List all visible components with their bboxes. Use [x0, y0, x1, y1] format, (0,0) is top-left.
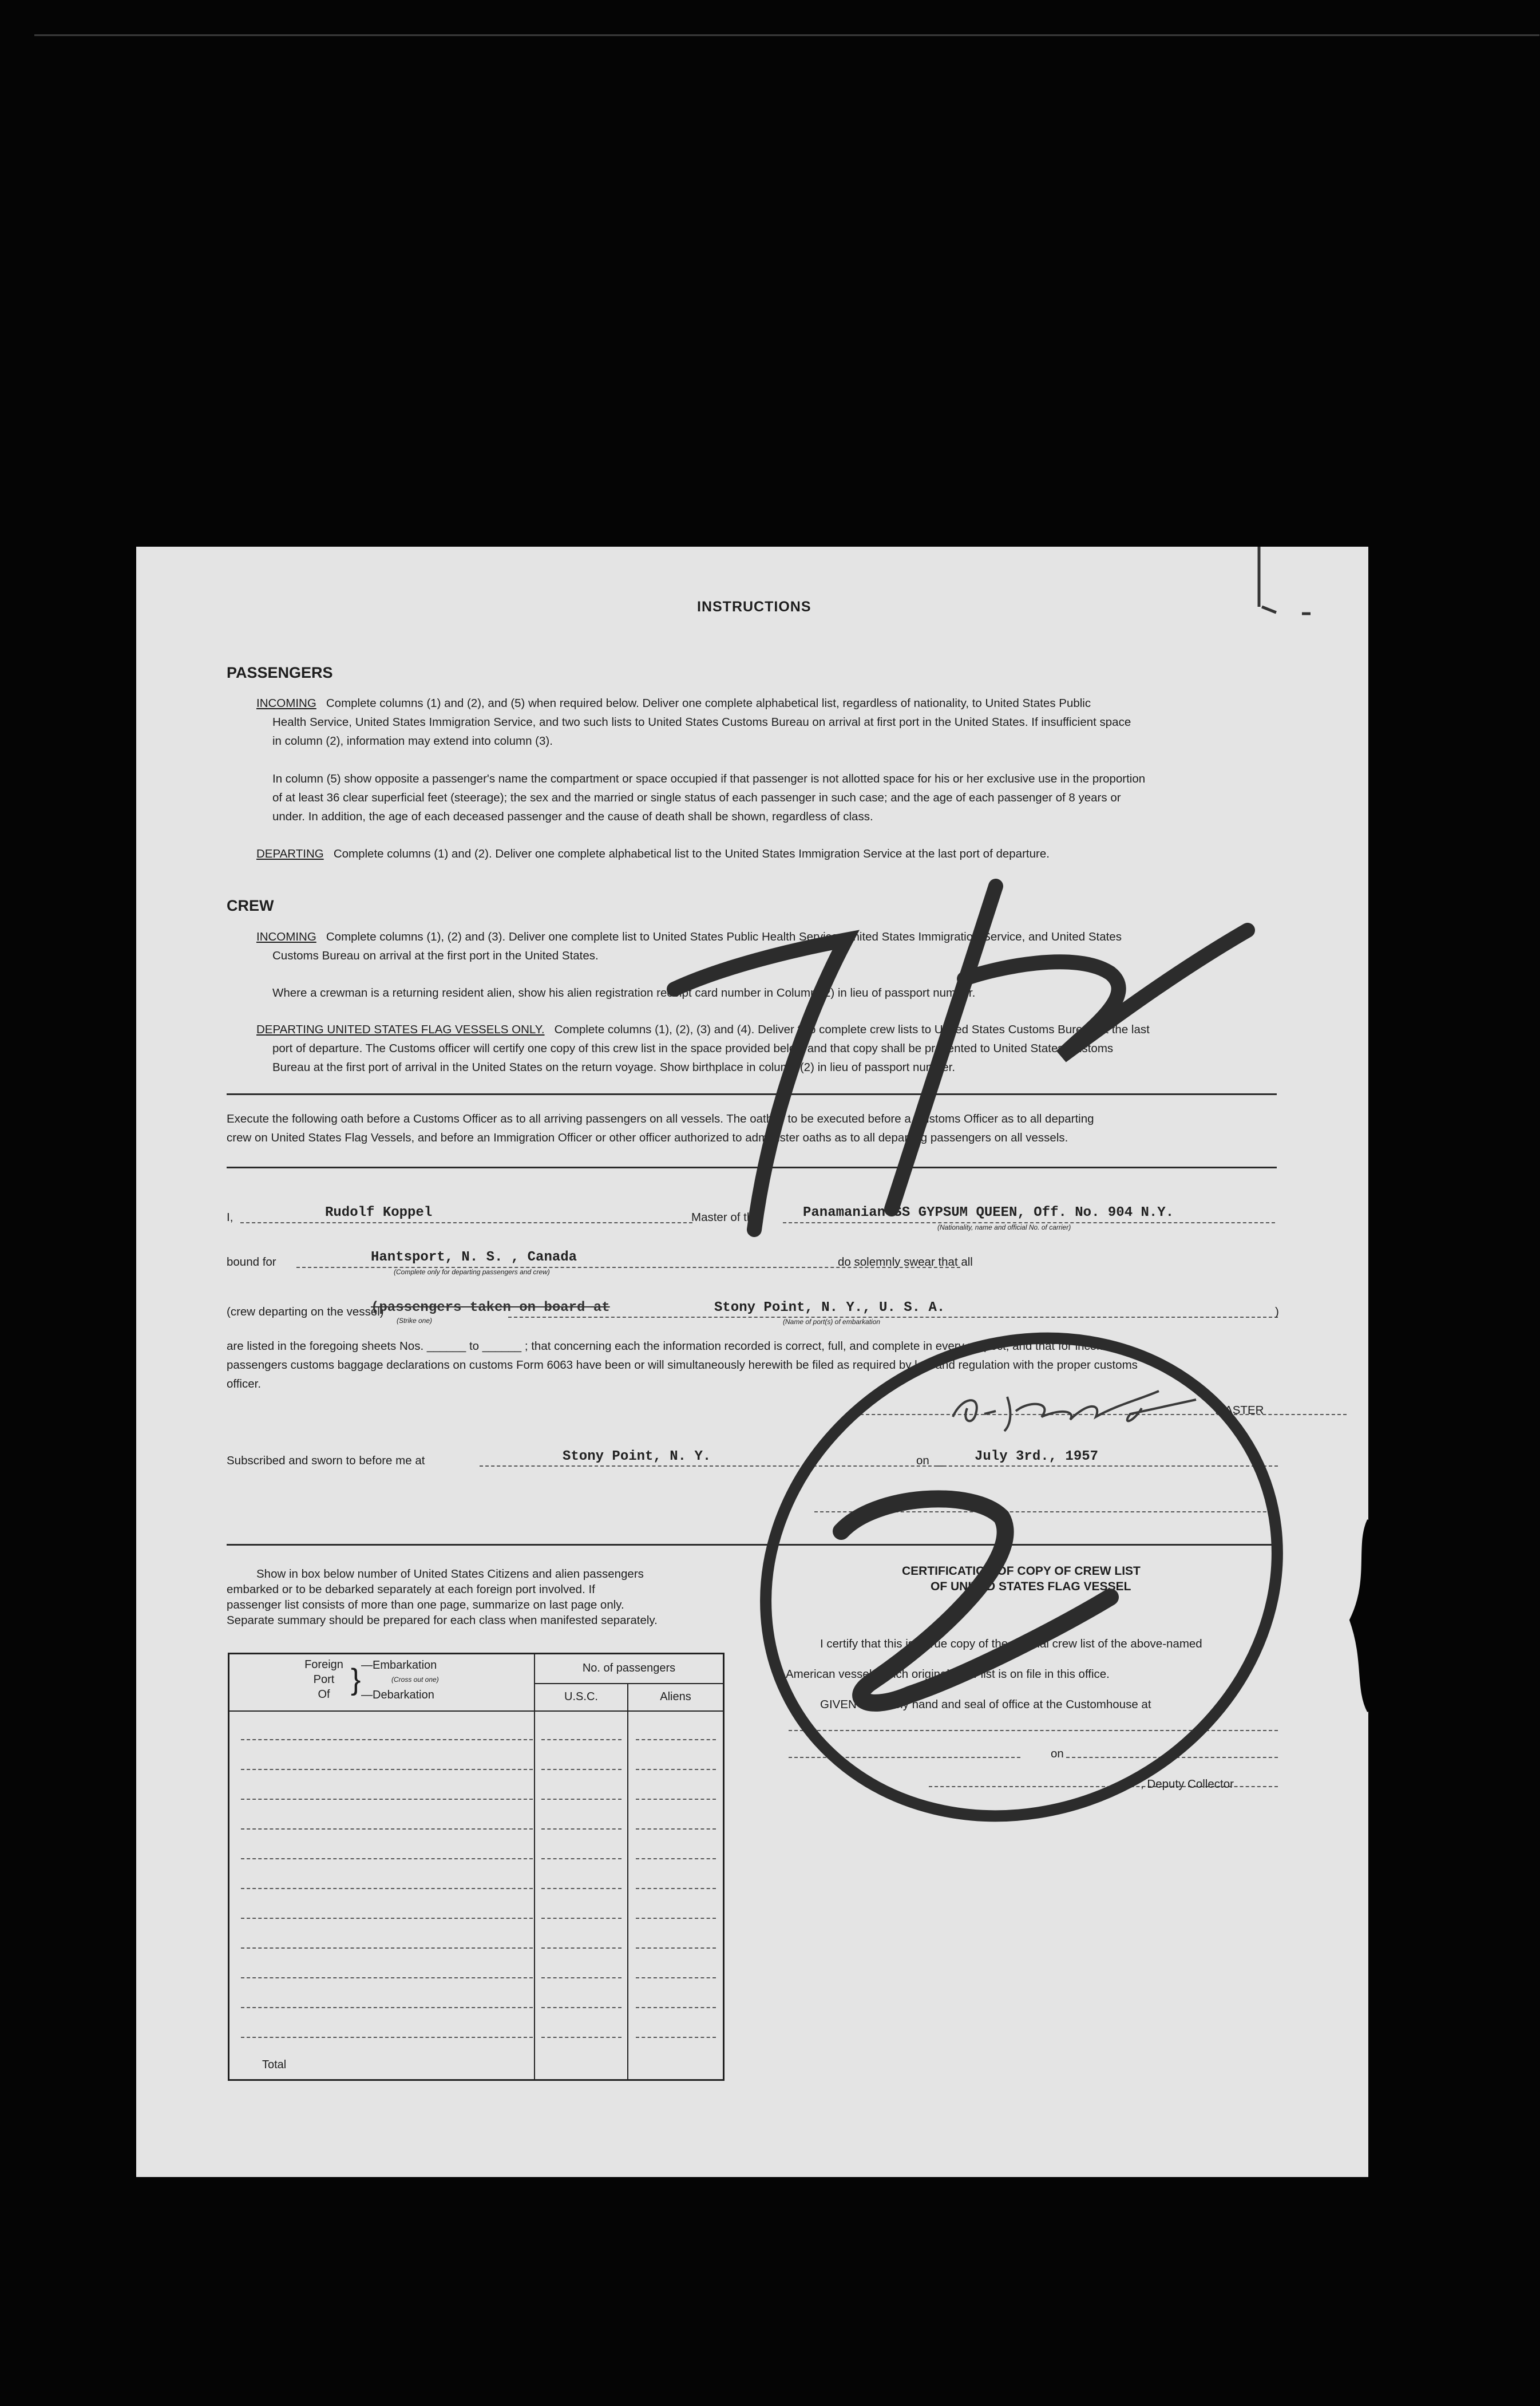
- listed-line-2: passengers customs baggage declarations on customs Form 6063 have been or will simultaneously herewith be filed as required by law and regulation with the proper customs: [227, 1358, 1138, 1372]
- close-paren: ): [1275, 1305, 1279, 1318]
- certification-line-1: I certify that this is a true copy of the original crew list of the above-named: [820, 1637, 1202, 1650]
- aliens-header: Aliens: [660, 1690, 691, 1703]
- swear-text: do solemnly swear that all: [838, 1255, 973, 1269]
- certification-line-3: GIVEN under my hand and seal of office at the Customhouse at: [820, 1698, 1151, 1711]
- scan-mark-top-right: [1259, 547, 1311, 614]
- page-tear: [1351, 1520, 1368, 1712]
- crew-incoming-label: INCOMING: [256, 930, 316, 943]
- signature-scribble: [953, 1391, 1196, 1431]
- passengers-departing-label: DEPARTING: [256, 847, 324, 860]
- handwritten-two-circled: [841, 1499, 1110, 1702]
- crew-departing-line-1: DEPARTING UNITED STATES FLAG VESSELS ONLY. Complete columns (1), (2), (3) and (4). Deliver two complete crew lists to United States Customs Bureau at the last: [256, 1023, 1150, 1036]
- vessel-caption: (Nationality, name and official No. of carrier): [937, 1223, 1071, 1231]
- summary-note-1: Show in box below number of United States Citizens and alien passengers: [256, 1567, 644, 1581]
- crew-incoming-line-1: INCOMING Complete columns (1), (2) and (3). Deliver one complete list to United States Public Health Service, United States Immigration Service, and United States: [256, 930, 1122, 943]
- certification-on-label: on: [1051, 1747, 1064, 1760]
- summary-note-2: embarked or to be debarked separately at each foreign port involved. If: [227, 1583, 595, 1596]
- column5-line-3: under. In addition, the age of each deceased passenger and the cause of death shall be shown, regardless of class.: [272, 810, 873, 823]
- listed-line-1: are listed in the foregoing sheets Nos. ______ to ______ ; that concerning each the information recorded is correct, full, and complete in every respect; and that for incoming: [227, 1340, 1122, 1353]
- oath-instruction-line-2: crew on United States Flag Vessels, and before an Immigration Officer or other officer authorized to administer oaths as to all departing passengers on all vessels.: [227, 1131, 1068, 1144]
- debarkation-label: —Debarkation: [361, 1689, 434, 1701]
- bound-for-label: bound for: [227, 1255, 276, 1269]
- handwritten-circle: [681, 1249, 1361, 1905]
- crew-departing-line-2: port of departure. The Customs officer will certify one copy of this crew list in the space provided below and that copy shall be presented to United States Customs: [272, 1042, 1114, 1055]
- on-label: on: [916, 1454, 929, 1467]
- crew-departing-label: (crew departing on the vessel): [227, 1305, 384, 1318]
- column5-line-1: In column (5) show opposite a passenger's name the compartment or space occupied if that passenger is not allotted space for his or her exclusive use in the proportion: [272, 772, 1146, 785]
- oath-instruction-line-1: Execute the following oath before a Customs Officer as to all arriving passengers on all vessels. The oath is to be executed before a Customs Officer as to all departing: [227, 1112, 1094, 1125]
- crew-resident-note: Where a crewman is a returning resident alien, show his alien registration receipt card number in Column (2) in lieu of passport number.: [272, 986, 976, 999]
- bound-caption: (Complete only for departing passengers and crew): [394, 1268, 550, 1276]
- port-value: Stony Point, N. Y., U. S. A.: [714, 1300, 945, 1315]
- passengers-header: No. of passengers: [582, 1662, 676, 1674]
- oath-i-label: I,: [227, 1211, 233, 1224]
- handwritten-two-top: [964, 930, 1248, 1056]
- summary-note-3: passenger list consists of more than one page, summarize on last page only.: [227, 1598, 624, 1611]
- certification-title-2: OF UNITED STATES FLAG VESSEL: [931, 1580, 1131, 1593]
- crew-departing-label: DEPARTING UNITED STATES FLAG VESSELS ONLY.: [256, 1023, 545, 1036]
- certification-title-1: CERTIFICATION OF COPY OF CREW LIST: [902, 1565, 1141, 1578]
- foreign-port-label: Foreign Port Of: [304, 1658, 343, 1701]
- subscribed-date: July 3rd., 1957: [975, 1449, 1099, 1464]
- subscribed-place: Stony Point, N. Y.: [563, 1449, 711, 1464]
- page-title: INSTRUCTIONS: [697, 599, 811, 615]
- passengers-incoming-label: INCOMING: [256, 697, 316, 710]
- passengers-heading: PASSENGERS: [227, 664, 333, 681]
- certification-line-2: American vessel, which original crew list is on file in this office.: [786, 1668, 1110, 1681]
- master-label: MASTER: [1215, 1404, 1264, 1417]
- subscribed-label: Subscribed and sworn to before me at: [227, 1454, 425, 1467]
- embarkation-label: —Embarkation: [361, 1659, 437, 1672]
- passengers-departing: DEPARTING Complete columns (1) and (2). Deliver one complete alphabetical list to the United States Immigration Service at the last port of departure.: [256, 847, 1050, 860]
- usc-header: U.S.C.: [564, 1690, 598, 1703]
- struck-passengers-text: (passengers taken on board at: [371, 1300, 610, 1315]
- passengers-incoming-line-1: INCOMING Complete columns (1) and (2), and (5) when required below. Deliver one complete alphabetical list, regardless of nationality, to United States Public: [256, 697, 1091, 710]
- crew-departing-line-3: Bureau at the first port of arrival in the United States on the return voyage. Show birthplace in column (2) in lieu of passport number.: [272, 1061, 956, 1074]
- listed-line-3: officer.: [227, 1377, 262, 1390]
- port-caption: (Name of port(s) of embarkation: [783, 1318, 881, 1326]
- strike-caption: (Strike one): [397, 1317, 433, 1325]
- crew-heading: CREW: [227, 897, 274, 914]
- deputy-collector-label: , Deputy Collector: [1141, 1777, 1234, 1791]
- passengers-incoming-line-3: in column (2), information may extend into column (3).: [272, 734, 553, 748]
- master-of-label: Master of the: [691, 1211, 760, 1224]
- cross-out-label: (Cross out one): [391, 1676, 439, 1684]
- handwritten-slash: [892, 886, 996, 1209]
- column5-line-2: of at least 36 clear superficial feet (steerage); the sex and the married or single status of each passenger in such case; and the age of each passenger of 8 years or: [272, 791, 1121, 804]
- brace: }: [351, 1663, 361, 1696]
- handwritten-seven: [674, 940, 846, 1230]
- total-label: Total: [262, 2059, 287, 2071]
- crew-incoming-line-2: Customs Bureau on arrival at the first port in the United States.: [272, 949, 599, 962]
- passengers-incoming-line-2: Health Service, United States Immigration Service, and two such lists to United States Customs Bureau on arrival at first port in the United States. If insufficient space: [272, 716, 1131, 729]
- master-name: Rudolf Koppel: [325, 1205, 433, 1220]
- vessel-name: Panamanian SS GYPSUM QUEEN, Off. No. 904 N.Y.: [803, 1205, 1174, 1220]
- summary-note-4: Separate summary should be prepared for each class when manifested separately.: [227, 1614, 658, 1627]
- bound-for-value: Hantsport, N. S. , Canada: [371, 1250, 577, 1265]
